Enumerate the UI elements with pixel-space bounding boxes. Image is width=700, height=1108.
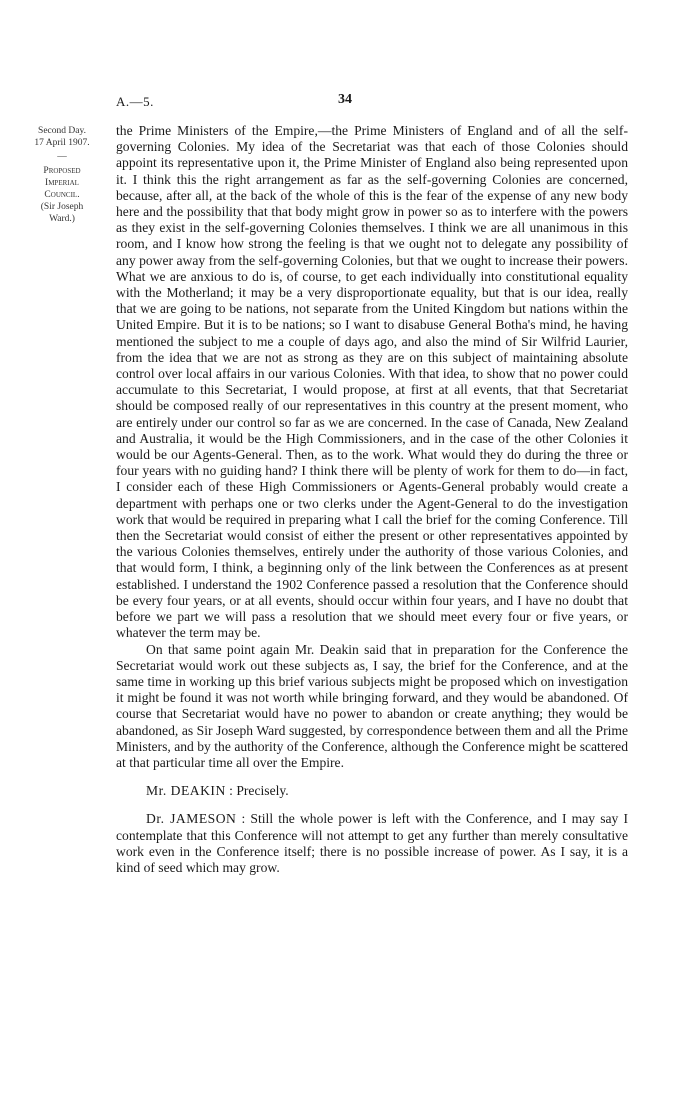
margin-note-date: 17 April 1907.	[34, 138, 90, 148]
speech-deakin-text: : Precisely.	[229, 783, 289, 799]
speech-jameson-text: : Still the whole power is left with the Conference, and I may say I contemplate that this Conference will not attempt to get any further than merely consultative work even in the Conference itself; there is no possible increase of power. As I say, it is a kind of seed which may grow.	[116, 811, 628, 875]
paragraph-1: the Prime Ministers of the Empire,—the Prime Ministers of England and of all the self-governing Colonies. My idea of the Secretariat was that each of those Colonies should appoint its representative upon it, the Prime Minister of England also being represented upon it. I think this the right arrangement as far as the self-governing Colonies are concerned, because, after all, at the back of the whole of this is the fear of the expense of any new body here and the possibility that that body might grow in power so as to interfere with the powers as they exist in the self-governing Colonies themselves. I think we are all unanimous in this room, and I know how strong the feeling is that we ought not to delegate any possibility of any power away from the self-governing Colonies, but that we ought to increase their powers. What we are anxious to do is, of course, to get each individually into constitutional equality with the Motherland; it may be a very disproportionate equality, but that is our idea, really that we are going to be nations, not separate from the United Kingdom but nations within the United Empire. But it is to be nations; so I want to disabuse General Botha's mind, he having mentioned the subject to me a couple of days ago, and also the mind of Sir Wilfrid Laurier, from the idea that we are not as strong as they are on this subject of maintaining absolute control over local affairs in our various Colonies. With that idea, to show that no power could accumulate to this Secretariat, I would propose, at first at all events, that that Secretariat should be composed really of our representatives in this country at the present moment, who are entirely under our control so far as we are concerned. In the case of Canada, New Zealand and Australia, it would be the High Commissioners, and in the case of the other Colonies it would be our Agents-General. Then, as to the work. What would they do during the three or four years with no guiding hand? I think there will be plenty of work for them to do—in fact, I consider each of these High Commissioners or Agents-General probably would create a department with perhaps one or two clerks under the Agent-General to do the investigation work that would be required in preparing what I call the brief for the coming Conference. Till then the Secretariat would consist of either the present or other representatives appointed by the various Colonies themselves, entirely under the authority of those various Colonies, and that would form, I think, a beginning only of the link between the Conferences as at present established. I understand the 1902 Conference passed a resolution that the Conference should be every four years, or at all events, should occur within four years, and I have no doubt that before we part we will pass a resolution that we should meet every four or five years, or whatever the term may be.	[116, 123, 628, 641]
margin-note-speaker-1: (Sir Joseph	[40, 202, 84, 212]
paragraph-2: On that same point again Mr. Deakin said that in preparation for the Conference the Secretariat would work out these subjects as, I say, the brief for the Conference, and at the same time in working up this brief various subjects might be proposed which on investigation it might be found it was not worth while bringing forward, and they would be abandoned. Of course that Secretariat would have no power to abandon or create anything; they would be abandoned, as Sir Joseph Ward suggested, by correspondence between them and all the Prime Ministers, and by the authority of the Conference, although the Conference might be scattered at that particular time all over the Empire.	[116, 641, 628, 770]
body-text	[116, 123, 628, 876]
page-number: 34	[338, 92, 352, 107]
speech-jameson	[116, 811, 628, 876]
speech-deakin	[116, 783, 628, 799]
margin-note-topic-2: Imperial	[45, 178, 79, 188]
margin-note-dash: —	[57, 152, 67, 162]
margin-note	[22, 125, 102, 225]
margin-note-topic-1: Proposed	[43, 166, 81, 176]
running-header-code: A.—5.	[116, 94, 154, 109]
margin-note-day: Second Day.	[38, 126, 86, 136]
speaker-jameson: Dr. JAMESON	[146, 811, 237, 827]
margin-note-topic-3: Council.	[44, 190, 80, 200]
margin-note-speaker-2: Ward.)	[49, 214, 75, 224]
speaker-deakin: Mr. DEAKIN	[146, 783, 226, 799]
